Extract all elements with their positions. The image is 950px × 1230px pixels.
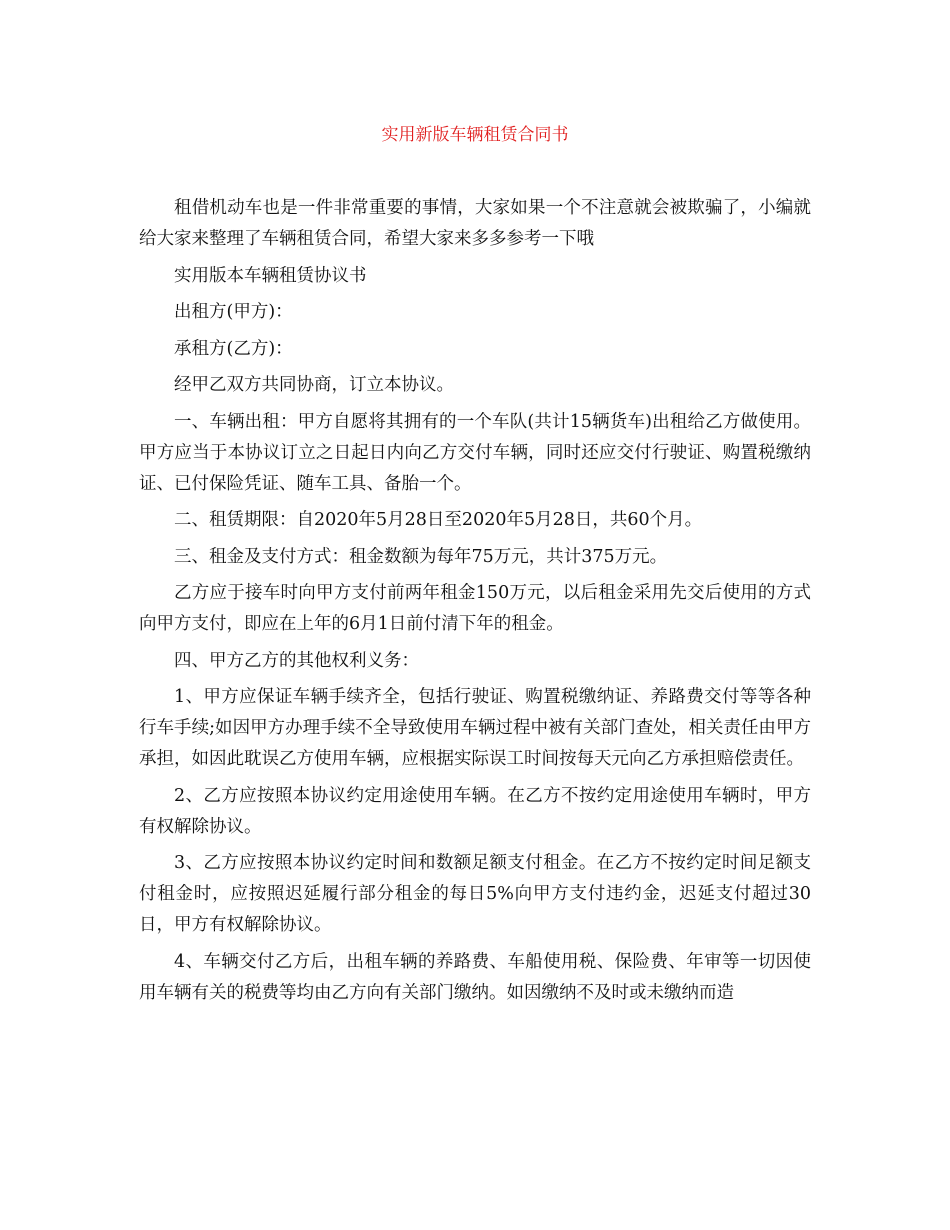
paragraph-lessee: 承租方(乙方)： [174, 338, 293, 359]
paragraph-clause-4-item-3: 3、乙方应按照本协议约定时间和数额足额支付租金。在乙方不按约定时间足额支付租金时，应按照迟延履行部分租金的每日5%向甲方支付违约金，迟延支付超过30日，甲方有权解除协议。 [139, 853, 811, 935]
paragraph-intro: 租借机动车也是一件非常重要的事情，大家如果一个不注意就会被欺骗了，小编就给大家来整理了车辆租赁合同，希望大家来多多参考一下哦 [139, 198, 811, 249]
paragraph-clause-4-item-2: 2、乙方应按照本协议约定用途使用车辆。在乙方不按约定用途使用车辆时，甲方有权解除协议。 [139, 785, 811, 837]
document-title: 实用新版车辆租赁合同书 [381, 125, 569, 145]
paragraph-agreement-basis: 经甲乙双方共同协商，订立本协议。 [174, 375, 454, 395]
paragraph-clause-3-payment: 乙方应于接车时向甲方支付前两年租金150万元，以后租金采用先交后使用的方式向甲方支付，即应在上年的6月1日前付清下年的租金。 [139, 583, 811, 634]
paragraph-clause-2: 二、租赁期限：自2020年5月28日至2020年5月28日，共60个月。 [174, 510, 703, 530]
paragraph-clause-4: 四、甲方乙方的其他权利义务： [174, 650, 419, 671]
paragraph-agreement-name: 实用版本车辆租赁协议书 [174, 265, 367, 286]
paragraph-clause-4-item-1: 1、甲方应保证车辆手续齐全，包括行驶证、购置税缴纳证、养路费交付等等各种行车手续;如因甲方办理手续不全导致使用车辆过程中被有关部门查处，相关责任由甲方承担，如因此耽误乙方使用车辆，应根据实际误工时间按每天元向乙方承担赔偿责任。 [139, 687, 811, 769]
paragraph-lessor: 出租方(甲方)： [174, 302, 293, 322]
paragraph-clause-3: 三、租金及支付方式：租金数额为每年75万元，共计375万元。 [174, 546, 668, 567]
document-body [139, 193, 811, 1014]
paragraph-clause-1: 一、车辆出租：甲方自愿将其拥有的一个车队(共计15辆货车)出租给乙方做使用。甲方应当于本协议订立之日起日内向乙方交付车辆，同时还应交付行驶证、购置税缴纳证、已付保险凭证、随车工具、备胎一个。 [139, 411, 811, 494]
paragraph-clause-4-item-4: 4、车辆交付乙方后，出租车辆的养路费、车船使用税、保险费、年审等一切因使用车辆有关的税费等均由乙方向有关部门缴纳。如因缴纳不及时或未缴纳而造 [139, 951, 811, 1003]
